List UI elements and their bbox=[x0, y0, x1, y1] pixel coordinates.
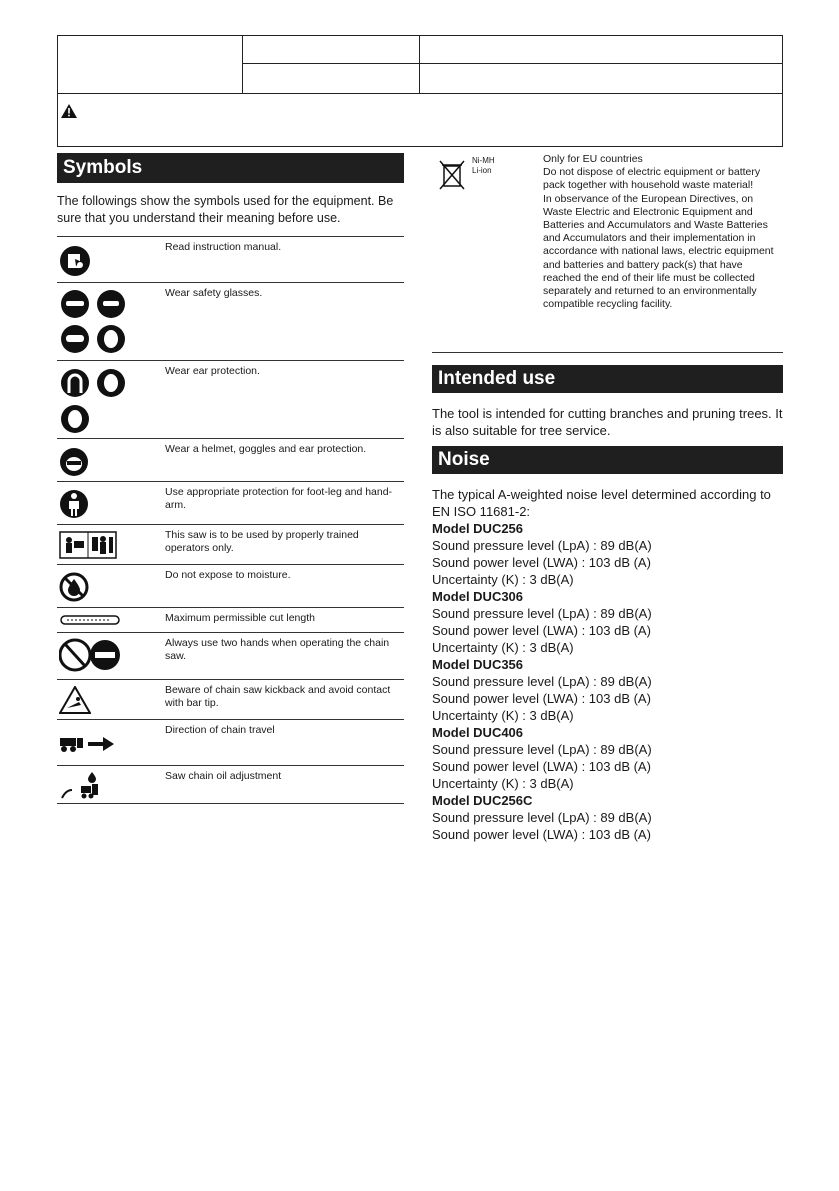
symbol-description: Saw chain oil adjustment bbox=[165, 770, 282, 782]
table-row bbox=[57, 632, 404, 679]
symbol-description: Use appropriate protection for foot-leg and hand-arm. bbox=[165, 486, 393, 511]
kickback-warning-icon bbox=[59, 686, 91, 714]
sound-power-level: Sound power level (LWA) : 103 dB (A) bbox=[432, 691, 651, 706]
no-moisture-icon bbox=[59, 572, 89, 602]
two-hands-icon bbox=[59, 638, 121, 672]
table-divider bbox=[419, 36, 420, 93]
sound-power-level: Sound power level (LWA) : 103 dB (A) bbox=[432, 623, 651, 638]
heading-text: Intended use bbox=[438, 368, 556, 389]
sound-pressure-level: Sound pressure level (LpA) : 89 dB(A) bbox=[432, 674, 652, 689]
sound-pressure-level: Sound pressure level (LpA) : 89 dB(A) bbox=[432, 606, 652, 621]
symbol-description: Wear safety glasses. bbox=[165, 287, 263, 299]
heading-text: Noise bbox=[438, 449, 490, 470]
table-row bbox=[57, 607, 404, 632]
model-name: Model DUC356 bbox=[432, 657, 524, 672]
intended-use-text: The tool is intended for cutting branches and pruning trees. It is also suitable for tree service. bbox=[432, 406, 783, 438]
uncertainty: Uncertainty (K) : 3 dB(A) bbox=[432, 640, 574, 655]
helmet-goggles-ear-icon bbox=[59, 447, 89, 477]
safety-glasses-icon bbox=[59, 289, 129, 355]
symbol-description: Read instruction manual. bbox=[165, 241, 282, 253]
trained-operators-icon bbox=[59, 531, 117, 559]
specification-table bbox=[57, 35, 783, 147]
symbols-table bbox=[57, 236, 404, 804]
chain-oil-icon bbox=[59, 770, 109, 802]
symbol-description: Maximum permissible cut length bbox=[165, 612, 315, 624]
uncertainty: Uncertainty (K) : 3 dB(A) bbox=[432, 776, 574, 791]
ear-protection-icon bbox=[59, 367, 129, 435]
table-row bbox=[57, 765, 404, 804]
noise-section bbox=[432, 486, 783, 843]
model-name: Model DUC406 bbox=[432, 725, 524, 740]
model-name: Model DUC256 bbox=[432, 521, 524, 536]
sound-power-level: Sound power level (LWA) : 103 dB (A) bbox=[432, 555, 651, 570]
sound-power-level: Sound power level (LWA) : 103 dB (A) bbox=[432, 759, 651, 774]
sound-power-level: Sound power level (LWA) : 103 dB (A) bbox=[432, 827, 651, 842]
sound-pressure-level: Sound pressure level (LpA) : 89 dB(A) bbox=[432, 742, 652, 757]
symbol-description: Do not expose to moisture. bbox=[165, 569, 291, 581]
table-divider bbox=[242, 63, 782, 64]
sound-pressure-level: Sound pressure level (LpA) : 89 dB(A) bbox=[432, 810, 652, 825]
table-divider bbox=[242, 36, 243, 93]
symbol-description: Direction of chain travel bbox=[165, 724, 275, 736]
badge-line: Li-ion bbox=[472, 166, 492, 175]
noise-models bbox=[432, 520, 783, 843]
symbol-description: Wear a helmet, goggles and ear protection. bbox=[165, 443, 367, 455]
chain-direction-icon bbox=[59, 734, 115, 754]
model-name: Model DUC306 bbox=[432, 589, 524, 604]
eu-disposal-block bbox=[432, 149, 783, 353]
table-row bbox=[57, 524, 404, 564]
battery-type-badge bbox=[472, 156, 495, 176]
model-name: Model DUC256C bbox=[432, 793, 533, 808]
symbol-description: Always use two hands when operating the chain saw. bbox=[165, 637, 390, 662]
noise-intro: The typical A-weighted noise level determined according to EN ISO 11681-2: bbox=[432, 487, 771, 519]
symbol-description: Beware of chain saw kickback and avoid contact with bar tip. bbox=[165, 684, 391, 709]
table-row bbox=[57, 481, 404, 524]
table-row bbox=[57, 282, 404, 360]
warning-icon bbox=[61, 104, 77, 118]
crossed-bin-icon bbox=[438, 159, 466, 191]
symbol-description: Wear ear protection. bbox=[165, 365, 260, 377]
eu-disposal-text: Only for EU countries Do not dispose of electric equipment or battery pack together with household waste material! In observance of the European Directives, on Waste Electric and Electronic Equipment and Batteries and Accumulators and Waste Batteries and Accumulators and their implementation in accordance with national laws, electric equipment and batteries and battery pack(s) that have reached the end of their life must be collected separately and returned to an environmentally compatible recycling facility. bbox=[543, 153, 774, 311]
table-divider bbox=[58, 93, 782, 94]
table-row bbox=[57, 719, 404, 765]
uncertainty: Uncertainty (K) : 3 dB(A) bbox=[432, 572, 574, 587]
read-manual-icon bbox=[59, 245, 91, 277]
section-heading-noise bbox=[432, 446, 783, 474]
symbols-intro: The followings show the symbols used for the equipment. Be sure that you understand their meaning before use. bbox=[57, 194, 394, 225]
uncertainty: Uncertainty (K) : 3 dB(A) bbox=[432, 708, 574, 723]
sound-pressure-level: Sound pressure level (LpA) : 89 dB(A) bbox=[432, 538, 652, 553]
table-row bbox=[57, 564, 404, 607]
symbol-description: This saw is to be used by properly trained operators only. bbox=[165, 529, 359, 554]
section-heading-symbols bbox=[57, 153, 404, 183]
heading-text: Symbols bbox=[63, 157, 143, 178]
section-heading-intended-use bbox=[432, 365, 783, 393]
table-row bbox=[57, 438, 404, 481]
table-row bbox=[57, 360, 404, 438]
cut-length-icon bbox=[59, 614, 121, 626]
badge-line: Ni-MH bbox=[472, 156, 495, 165]
table-row bbox=[57, 679, 404, 719]
foot-hand-protection-icon bbox=[59, 488, 89, 520]
table-row bbox=[57, 236, 404, 282]
